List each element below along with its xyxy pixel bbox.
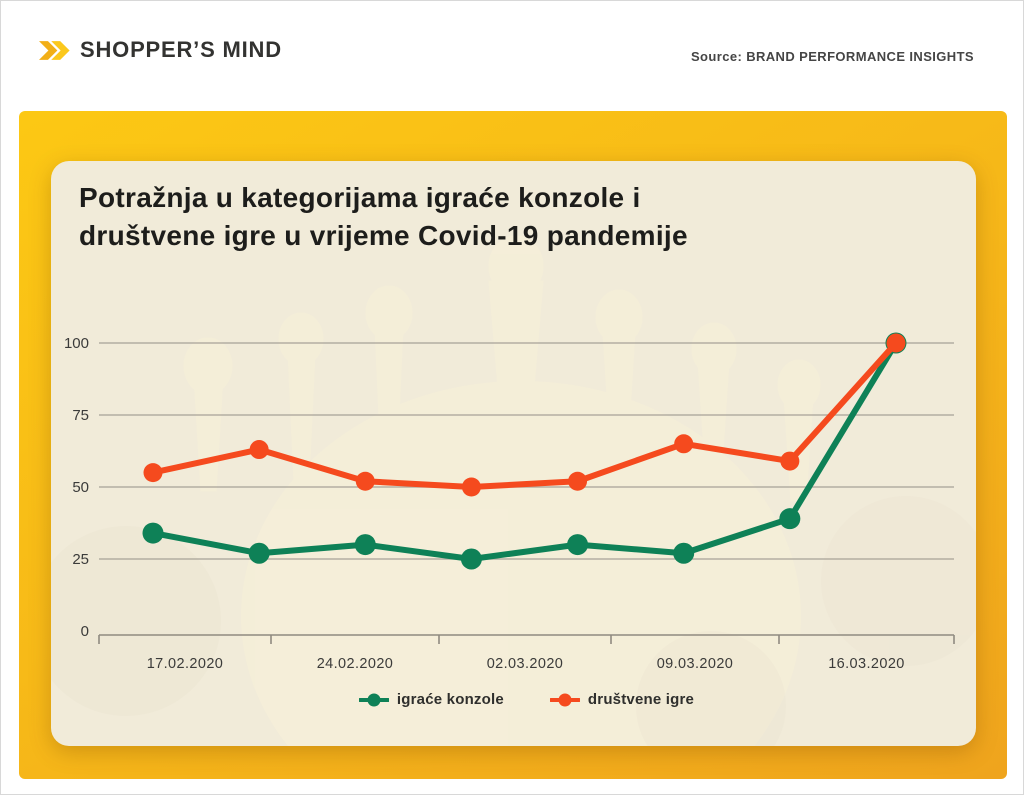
brand-name: SHOPPER’S MIND [80, 37, 282, 62]
y-tick-label-25: 25 [72, 551, 89, 568]
x-tick-label-4: 16.03.2020 [828, 656, 905, 672]
header [1, 1, 1023, 111]
series-1-point-5 [674, 434, 693, 453]
chart-title-line-1: Potražnja u kategorijama igraće konzole i [79, 182, 641, 213]
series-1-point-3 [462, 478, 481, 497]
x-tick-label-1: 24.02.2020 [316, 656, 394, 672]
legend-item-1 [550, 691, 694, 708]
x-tick-label-3: 09.03.2020 [656, 656, 734, 672]
series-0-point-3 [461, 549, 482, 570]
chart-title-line-2: društvene igre u vrijeme Covid-19 pandemije [79, 220, 688, 251]
x-tick-label-2: 02.03.2020 [486, 656, 564, 672]
series-1-point-6 [780, 452, 799, 471]
y-tick-label-75: 75 [72, 407, 89, 424]
chart-title [79, 179, 839, 255]
x-tick-label-0: 17.02.2020 [146, 656, 224, 672]
chart-legend [99, 691, 954, 708]
y-tick-label-50: 50 [72, 479, 89, 496]
y-tick-label-0: 0 [80, 623, 89, 640]
series-0-point-2 [355, 534, 376, 555]
legend-item-0 [359, 691, 504, 708]
series-1-point-7 [886, 334, 905, 353]
brand-logo [39, 37, 282, 63]
series-1-point-4 [568, 472, 587, 491]
series-0-point-4 [567, 534, 588, 555]
chart-card [51, 161, 976, 746]
series-0-point-1 [249, 543, 270, 564]
legend-marker-icon [359, 692, 389, 708]
series-1-point-1 [250, 440, 269, 459]
y-tick-label-100: 100 [63, 335, 89, 352]
source-attribution: Source: BRAND PERFORMANCE INSIGHTS [690, 49, 974, 64]
legend-label: društvene igre [587, 691, 695, 708]
double-chevron-icon [39, 41, 71, 60]
series-0-point-6 [779, 508, 800, 529]
series-1-point-2 [356, 472, 375, 491]
legend-label: igraće konzole [396, 691, 504, 708]
legend-marker-icon [550, 692, 580, 708]
series-1-point-0 [144, 463, 163, 482]
series-0-point-5 [673, 543, 694, 564]
series-0-point-0 [143, 523, 164, 544]
